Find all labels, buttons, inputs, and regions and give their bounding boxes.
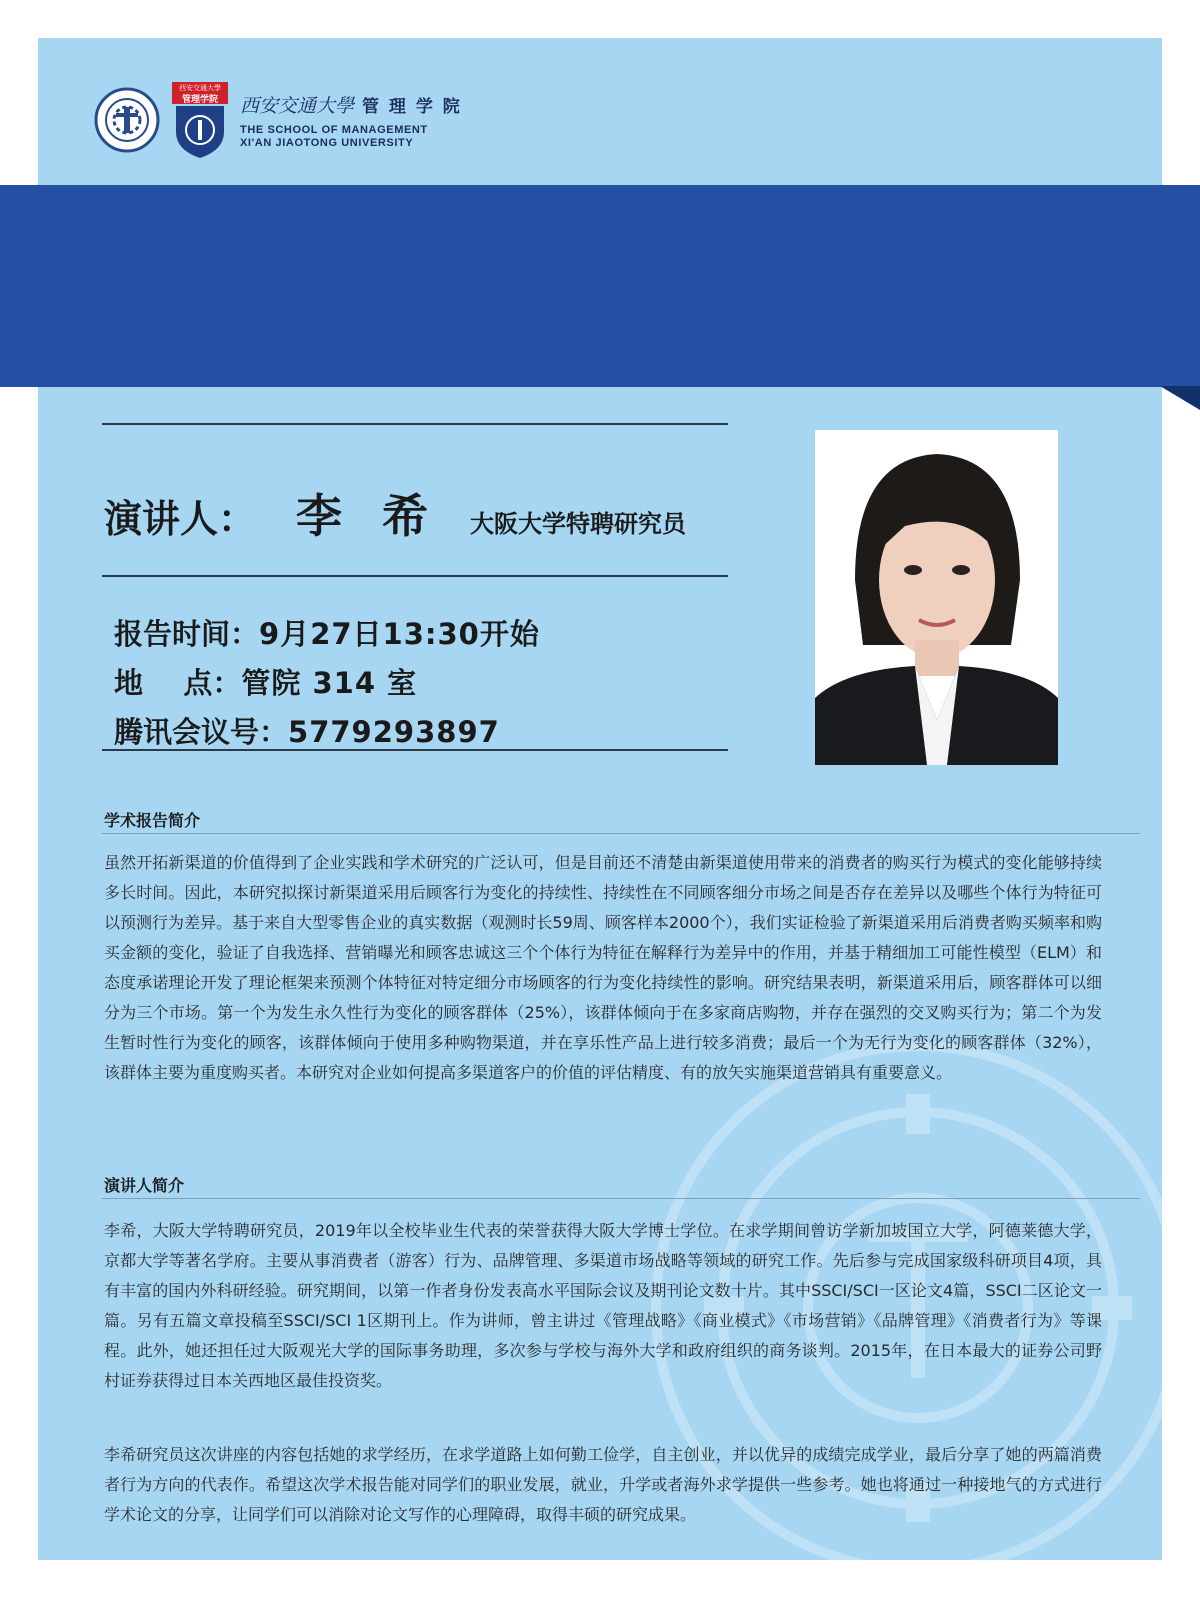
school-en-line1: THE SCHOOL OF MANAGEMENT xyxy=(240,123,428,136)
bio-rule xyxy=(102,1198,1140,1199)
school-cn xyxy=(240,91,462,118)
speaker-position: 大阪大学特聘研究员 xyxy=(470,510,687,538)
logo-row xyxy=(94,80,462,160)
time-value: 9月27日13:30开始 xyxy=(259,617,540,651)
speaker-photo xyxy=(815,430,1058,765)
info-place xyxy=(114,661,417,702)
info-time xyxy=(114,612,540,653)
school-names xyxy=(240,91,462,150)
speaker-line xyxy=(104,480,686,546)
place-label: 地 点： xyxy=(114,666,242,700)
meeting-label: 腾讯会议号： xyxy=(114,715,289,749)
school-name-en xyxy=(240,124,462,150)
speaker-name: 李希 xyxy=(296,489,469,543)
school-shield-icon xyxy=(172,82,228,158)
title-band-fold xyxy=(1160,386,1200,410)
time-label: 报告时间： xyxy=(114,617,260,651)
bio-text: 李希，大阪大学特聘研究员，2019年以全校毕业生代表的荣誉获得大阪大学博士学位。在求学期间曾访学新加坡国立大学，阿德莱德大学，京都大学等著名学府。主要从事消费者（游客）行为、品牌管理、多渠道市场战略等领域的研究工作。先后参与完成国家级科研项目4项，具有丰富的国内外科研经验。研究期间，以第一作者身份发表高水平国际会议及期刊论文数十片。其中SSCI/SCI一区论文4篇，SSCI二区论文一篇。另有五篇文章投稿至SSCI/SCI 1区期刊上。作为讲师，曾主讲过《管理战略》《商业模式》《市场营销》《品牌管理》《消费者行为》等课程。此外，她还担任过大阪观光大学的国际事务助理，多次参与学校与海外大学和政府组织的商务谈判。2015年，在日本最大的证券公司野村证券获得过日本关西地区最佳投资奖。 xyxy=(104,1221,1102,1390)
info-meeting xyxy=(114,710,500,751)
badge-top-text: 西安交通大學 xyxy=(179,84,221,92)
place-value: 管院 314 室 xyxy=(241,666,418,700)
meeting-value: 5779293897 xyxy=(288,715,500,749)
school-en-line2: XI'AN JIAOTONG UNIVERSITY xyxy=(240,136,414,149)
university-seal-icon xyxy=(94,87,160,153)
abstract-text: 虽然开拓新渠道的价值得到了企业实践和学术研究的广泛认可，但是目前还不清楚由新渠道使用带来的消费者的购买行为模式的变化能够持续多长时间。因此，本研究拟探讨新渠道采用后顾客行为变化的持续性、持续性在不同顾客细分市场之间是否存在差异以及哪些个体行为特征可以预测行为差异。基于来自大型零售企业的真实数据（观测时长59周、顾客样本2000个），我们实证检验了新渠道采用后消费者购买频率和购买金额的变化，验证了自我选择、营销曝光和顾客忠诚这三个个体行为特征在解释行为差异中的作用，并基于精细加工可能性模型（ELM）和态度承诺理论开发了理论框架来预测个体特征对特定细分市场顾客的行为变化持续性的影响。研究结果表明，新渠道采用后，顾客群体可以细分为三个市场。第一个为发生永久性行为变化的顾客群体（25%），该群体倾向于在多家商店购物，并存在强烈的交叉购买行为；第二个为发生暂时性行为变化的顾客，该群体倾向于使用多种购物渠道，并在享乐性产品上进行较多消费；最后一个为无行为变化的顾客群体（32%），该群体主要为重度购买者。本研究对企业如何提高多渠道客户的价值的评估精度、有的放矢实施渠道营销具有重要意义。 xyxy=(104,853,1102,1082)
abstract-rule xyxy=(102,833,1140,834)
speaker-label: 演讲人： xyxy=(104,497,257,541)
abstract-heading: 学术报告简介 xyxy=(104,811,201,830)
badge-label: 管理学院 xyxy=(181,95,218,105)
title-band xyxy=(0,185,1200,387)
bio-heading: 演讲人简介 xyxy=(104,1176,185,1195)
university-name-cn: 西安交通大學 xyxy=(240,94,355,117)
rule-mid xyxy=(102,575,728,577)
dept-name-cn: 管 理 学 院 xyxy=(362,96,462,117)
lecture-text: 李希研究员这次讲座的内容包括她的求学经历，在求学道路上如何勤工俭学，自主创业，并以优异的成绩完成学业，最后分享了她的两篇消费者行为方向的代表作。希望这次学术报告能对同学们的职业发展，就业，升学或者海外求学提供一些参考。她也将通过一种接地气的方式进行学术论文的分享，让同学们可以消除对论文写作的心理障碍，取得丰硕的研究成果。 xyxy=(104,1445,1102,1524)
rule-top xyxy=(102,423,728,425)
